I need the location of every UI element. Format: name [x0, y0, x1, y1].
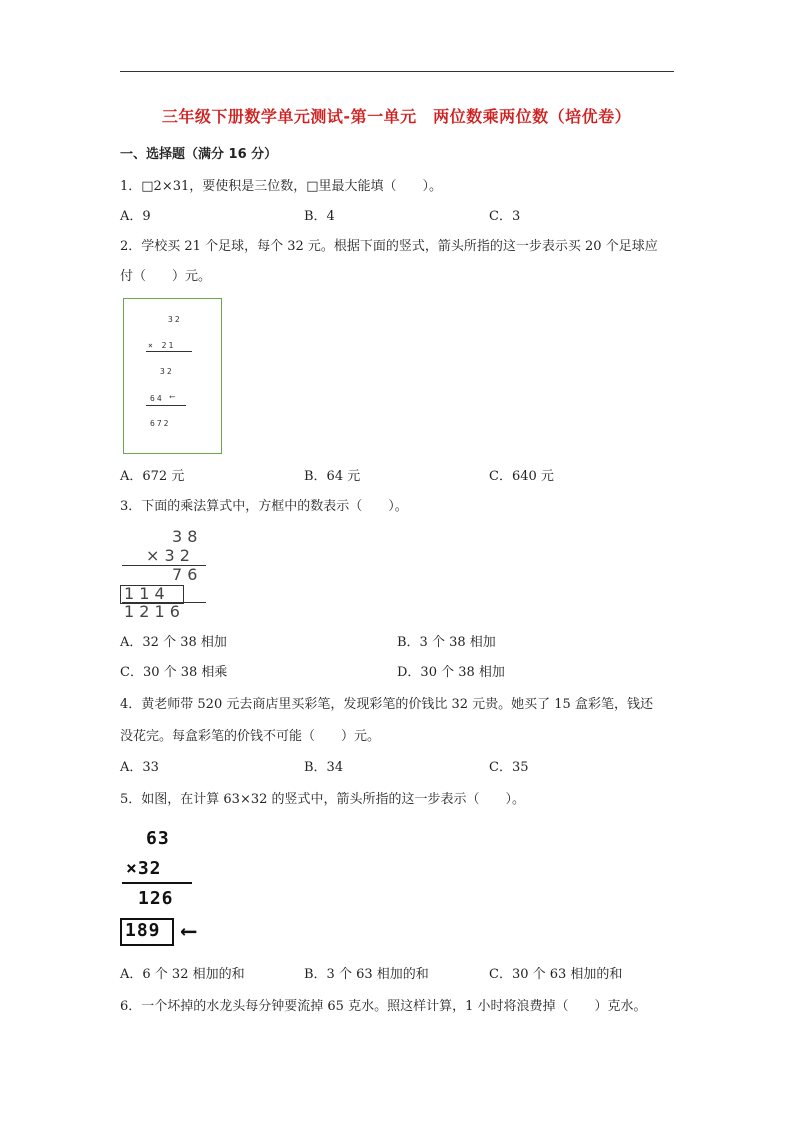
q5-fig-partial-2: 189	[125, 920, 161, 941]
q5-vertical-calculation-figure	[118, 826, 218, 946]
q5-option-b[interactable]: B．3 个 63 相加的和	[304, 967, 429, 982]
q1-option-a[interactable]: A．9	[120, 209, 151, 224]
q5-option-c[interactable]: C．30 个 63 相加的和	[489, 967, 623, 982]
q3-fig-partial-1: 7 6	[172, 565, 198, 584]
q3-fig-product: 1 2 1 6	[124, 602, 180, 621]
q1-option-c[interactable]: C．3	[489, 209, 521, 224]
q5-fig-multiplicand: 63	[146, 828, 170, 849]
q3-fig-multiplier: × 3 2	[146, 546, 190, 565]
q3-fig-multiplicand: 3 8	[172, 527, 198, 546]
q3-option-a[interactable]: A．32 个 38 相加	[120, 635, 227, 650]
q3-option-c[interactable]: C．30 个 38 相乘	[120, 665, 228, 680]
question-6-text: 6．一个坏掉的水龙头每分钟要流掉 65 克水。照这样计算，1 小时将浪费掉（ ）克水。	[120, 999, 647, 1014]
question-2-text-line2: 付（ ）元。	[120, 269, 212, 284]
question-2-text-line1: 2．学校买 21 个足球，每个 32 元。根据下面的竖式，箭头所指的这一步表示买 20 个足球应	[120, 239, 658, 254]
q2-fig-rule	[146, 351, 192, 352]
q5-fig-multiplier: ×32	[126, 858, 162, 879]
section-heading: 一、选择题（满分 16 分）	[120, 147, 278, 162]
q2-fig-partial-1: 32	[160, 367, 174, 376]
q3-vertical-calculation-figure	[118, 528, 208, 622]
q2-fig-product: 672	[150, 419, 171, 428]
question-1-text: 1．□2×31，要使积是三位数，□里最大能填（ ）。	[120, 179, 443, 194]
arrow-left-icon: ⟵	[170, 392, 175, 401]
q5-option-a[interactable]: A．6 个 32 相加的和	[120, 967, 245, 982]
arrow-left-icon: ⟵	[182, 919, 196, 944]
q4-option-b[interactable]: B．34	[304, 760, 344, 775]
question-3-text: 3．下面的乘法算式中，方框中的数表示（ ）。	[120, 499, 408, 514]
q3-option-b[interactable]: B．3 个 38 相加	[397, 635, 496, 650]
q2-fig-rule-2	[146, 405, 186, 406]
q2-fig-multiplicand: 32	[168, 315, 182, 324]
q3-option-d[interactable]: D．30 个 38 相加	[397, 665, 505, 680]
question-4-text-line1: 4．黄老师带 520 元去商店里买彩笔，发现彩笔的价钱比 32 元贵。她买了 15 盒彩笔，钱还	[120, 697, 653, 712]
q2-vertical-calculation-figure	[123, 298, 222, 454]
q2-option-c[interactable]: C．640 元	[489, 469, 554, 484]
q2-option-b[interactable]: B．64 元	[304, 469, 361, 484]
q2-option-a[interactable]: A．672 元	[120, 469, 185, 484]
q2-fig-multiplier: × 21	[148, 341, 176, 350]
q5-fig-rule	[122, 882, 192, 884]
q4-option-c[interactable]: C．35	[489, 760, 529, 775]
q3-fig-partial-2: 1 1 4	[124, 584, 165, 603]
q2-fig-partial-2: 64	[150, 394, 164, 403]
q4-option-a[interactable]: A．33	[120, 760, 159, 775]
q5-fig-partial-1: 126	[138, 888, 174, 909]
question-4-text-line2: 没花完。每盒彩笔的价钱不可能（ ）元。	[120, 729, 381, 744]
question-5-text: 5．如图，在计算 63×32 的竖式中，箭头所指的这一步表示（ ）。	[120, 792, 526, 807]
header-rule	[120, 71, 674, 72]
q1-option-b[interactable]: B．4	[304, 209, 335, 224]
page-title: 三年级下册数学单元测试-第一单元 两位数乘两位数（培优卷）	[161, 107, 632, 126]
